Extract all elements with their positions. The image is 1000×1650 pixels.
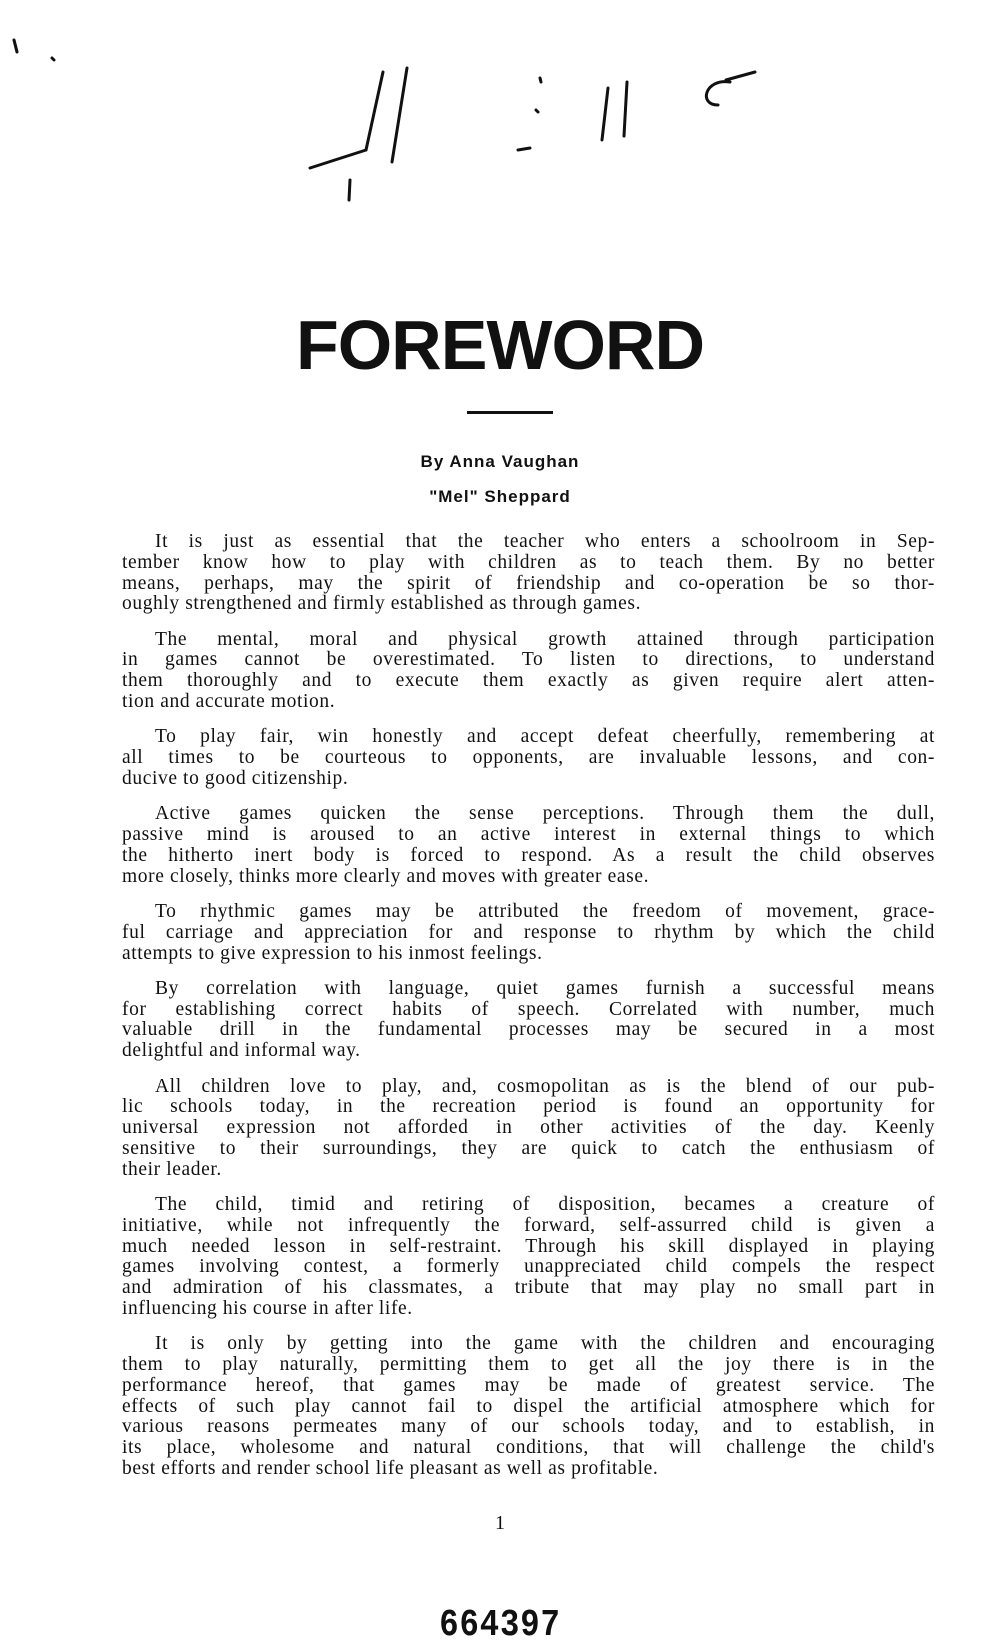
text-line: delightful and informal way.: [122, 1040, 361, 1062]
text-line: tember know how to play with children as to teach them. By no better: [122, 551, 935, 573]
paragraph: [122, 1334, 935, 1480]
text-line: them thoroughly and to execute them exactly as given require alert atten-: [122, 670, 935, 692]
paragraph: [122, 979, 935, 1062]
page-title: FOREWORD: [295, 306, 705, 384]
text-line: games involving contest, a formerly unappreciated child compels the respect: [122, 1256, 935, 1278]
text-line: By correlation with language, quiet games furnish a successful means: [155, 977, 935, 999]
text-line: much needed lesson in self-restraint. Through his skill displayed in playing: [122, 1235, 935, 1257]
foreword-body: [122, 532, 935, 1494]
text-line: Active games quicken the sense perceptions. Through them the dull,: [155, 803, 935, 825]
paragraph: [122, 630, 935, 713]
paragraph: [122, 532, 935, 615]
text-line: ful carriage and appreciation for and response to rhythm by which the child: [122, 921, 935, 943]
text-line: all times to be courteous to opponents, are invaluable lessons, and con-: [122, 747, 935, 769]
title-divider: [467, 411, 553, 414]
text-line: means, perhaps, may the spirit of friendship and co-operation be so thor-: [122, 572, 935, 594]
paragraph: [122, 1195, 935, 1320]
paragraph: [122, 804, 935, 887]
paragraph: [122, 1077, 935, 1181]
paragraph: [122, 727, 935, 789]
handwritten-note: [0, 0, 1000, 220]
text-line: It is only by getting into the game with the children and encouraging: [155, 1333, 935, 1355]
text-line: initiative, while not infrequently the forward, self-assurred child is given a: [122, 1214, 935, 1236]
text-line: All children love to play, and, cosmopolitan as is the blend of our pub-: [155, 1075, 935, 1097]
stamp-number: 664397: [439, 1604, 561, 1647]
text-line: attempts to give expression to his inmost feelings.: [122, 942, 543, 964]
text-line: them to play naturally, permitting them to get all the joy there is in the: [122, 1354, 935, 1376]
text-line: various reasons permeates many of our schools today, and to establish, in: [122, 1416, 935, 1438]
text-line: influencing his course in after life.: [122, 1298, 413, 1319]
text-line: sensitive to their surroundings, they are quick to catch the enthusiasm of: [122, 1137, 935, 1159]
text-line: performance hereof, that games may be made of greatest service. The: [122, 1374, 935, 1396]
page-number: 1: [495, 1512, 505, 1534]
text-line: lic schools today, in the recreation period is found an opportunity for: [122, 1096, 935, 1118]
text-line: in games cannot be overestimated. To listen to directions, to understand: [122, 649, 935, 671]
text-line: universal expression not afforded in other activities of the day. Keenly: [122, 1117, 935, 1139]
text-line: ducive to good citizenship.: [122, 767, 349, 789]
text-line: more closely, thinks more clearly and moves with greater ease.: [122, 865, 650, 887]
text-line: and admiration of his classmates, a tribute that may play no small part in: [122, 1277, 935, 1299]
text-line: The child, timid and retiring of disposition, becames a creature of: [155, 1194, 935, 1216]
text-line: valuable drill in the fundamental processes may be secured in a most: [122, 1019, 935, 1041]
text-line: their leader.: [122, 1158, 222, 1180]
text-line: To rhythmic games may be attributed the freedom of movement, grace-: [155, 900, 935, 922]
paragraph: [122, 902, 935, 964]
text-line: The mental, moral and physical growth attained through participation: [155, 628, 935, 650]
text-line: best efforts and render school life pleasant as well as profitable.: [122, 1458, 659, 1480]
text-line: its place, wholesome and natural conditions, that will challenge the child's: [122, 1437, 935, 1459]
text-line: oughly strengthened and firmly established as through games.: [122, 593, 642, 615]
author-line: "Mel" Sheppard: [429, 487, 571, 506]
text-line: for establishing correct habits of speech. Correlated with number, much: [122, 998, 935, 1020]
author-line: By Anna Vaughan: [420, 452, 580, 471]
text-line: tion and accurate motion.: [122, 691, 336, 713]
text-line: To play fair, win honestly and accept defeat cheerfully, remembering at: [155, 726, 935, 748]
text-line: It is just as essential that the teacher who enters a schoolroom in Sep-: [155, 531, 935, 552]
text-line: the hitherto inert body is forced to respond. As a result the child observes: [122, 844, 935, 866]
text-line: passive mind is aroused to an active interest in external things to which: [122, 824, 935, 846]
text-line: effects of such play cannot fail to dispel the artificial atmosphere which for: [122, 1395, 935, 1417]
